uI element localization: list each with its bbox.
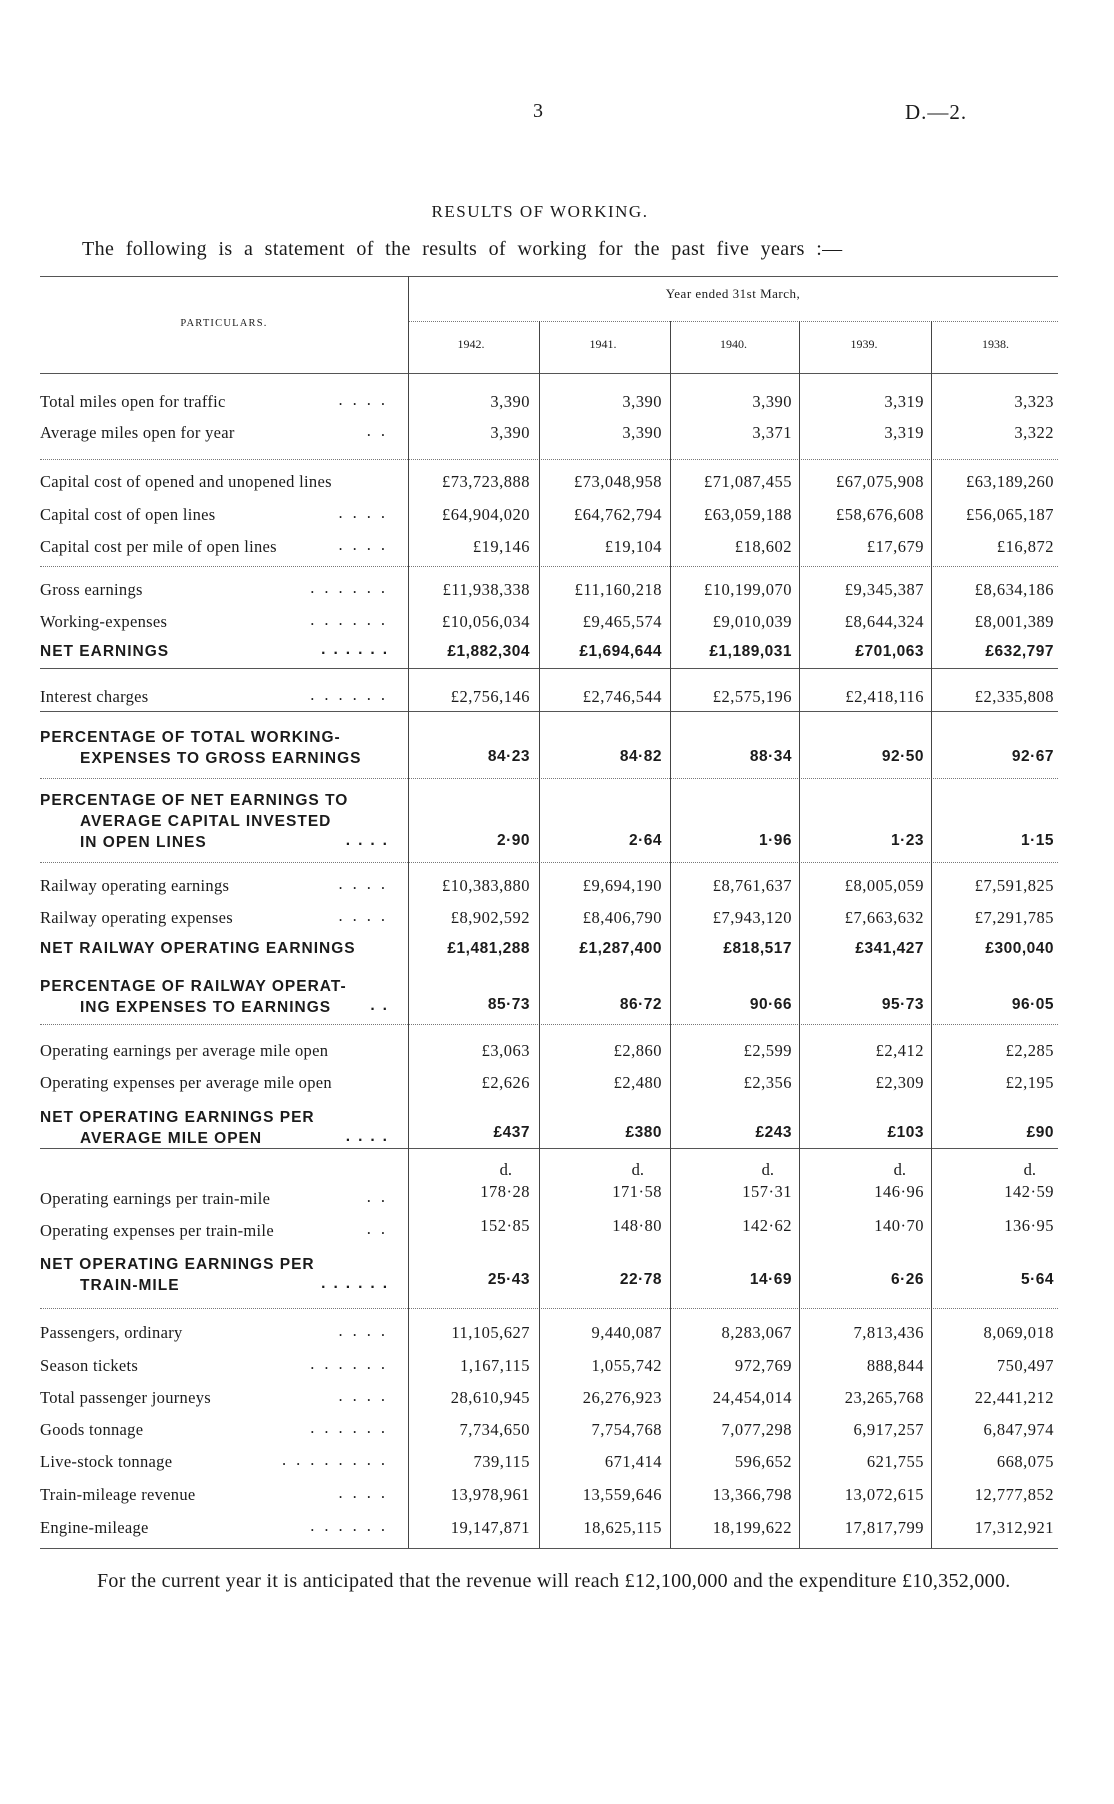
particulars-header: PARTICULARS.: [180, 318, 268, 329]
year-column-header: 1942.: [457, 337, 485, 351]
row-label-line: Total miles open for traffic: [40, 392, 226, 411]
table-rule: [40, 1548, 1058, 1549]
table-cell: £9,694,190: [582, 876, 662, 895]
row-label-line: Gross earnings: [40, 580, 143, 599]
row-label-line: Working-expenses: [40, 612, 168, 631]
table-cell: £2,356: [743, 1073, 792, 1092]
table-cell: 8,069,018: [983, 1323, 1054, 1342]
table-cell: 86·72: [619, 996, 662, 1013]
year-column-header: 1940.: [720, 337, 747, 351]
table-cell: £63,189,260: [966, 472, 1054, 491]
table-cell: 3,371: [752, 423, 792, 442]
row-label-line: PERCENTAGE OF RAILWAY OPERAT-: [40, 978, 347, 995]
leader-dots: ..: [366, 421, 395, 440]
table-cell: £67,075,908: [836, 472, 924, 491]
table-cell: £18,602: [734, 537, 792, 556]
table-cell: £10,199,070: [704, 580, 792, 599]
table-cell: £63,059,188: [704, 505, 792, 524]
table-cell: £73,048,958: [574, 472, 662, 491]
row-label-line: TRAIN-MILE: [80, 1277, 180, 1294]
table-cell: £64,762,794: [574, 505, 662, 524]
row-label-line: Operating earnings per average mile open: [40, 1041, 329, 1060]
leader-dots: ....: [345, 832, 395, 849]
table-cell: 26,276,923: [582, 1388, 662, 1407]
year-column-header: 1938.: [982, 337, 1009, 351]
table-cell: 6,847,974: [983, 1420, 1054, 1439]
table-cell: £1,287,400: [579, 940, 662, 957]
table-cell: £2,412: [875, 1041, 924, 1060]
table-cell: 2·64: [628, 832, 662, 849]
table-cell: 11,105,627: [451, 1323, 530, 1342]
table-cell: £2,626: [481, 1073, 530, 1092]
table-cell: 19,147,871: [450, 1518, 530, 1537]
forecast-note: For the current year it is anticipated that the revenue will reach £12,100,000 and the expenditure £10,352,000.: [97, 1570, 1011, 1592]
leader-dots: ........: [282, 1450, 395, 1469]
table-cell: £71,087,455: [704, 472, 792, 491]
table-cell: £103: [887, 1124, 924, 1141]
table-cell: £1,882,304: [447, 643, 530, 660]
leader-dots: ....: [338, 390, 395, 409]
table-cell: £1,694,644: [579, 643, 662, 660]
table-cell: 621,755: [866, 1452, 924, 1471]
table-rule: [40, 862, 1058, 863]
leader-dots: ......: [310, 578, 395, 597]
table-cell: 3,390: [752, 392, 792, 411]
row-label: [40, 727, 405, 769]
row-label-line: AVERAGE CAPITAL INVESTED: [80, 813, 332, 830]
table-cell: 17,312,921: [974, 1518, 1054, 1537]
table-cell: 22·78: [619, 1271, 662, 1288]
table-cell: 92·67: [1011, 748, 1054, 765]
row-label-line: Railway operating expenses: [40, 908, 233, 927]
year-column-header: 1939.: [850, 337, 878, 351]
row-label-line: Operating expenses per average mile open: [40, 1073, 332, 1092]
table-cell: 671,414: [604, 1452, 662, 1471]
table-cell: £632,797: [985, 643, 1054, 660]
row-label-line: IN OPEN LINES: [80, 834, 207, 851]
row-label-line: Interest charges: [40, 687, 149, 706]
table-cell: £437: [493, 1124, 530, 1141]
table-cell: 7,813,436: [853, 1323, 924, 1342]
leader-dots: ....: [338, 1483, 395, 1502]
table-cell: £8,005,059: [844, 876, 924, 895]
leader-dots: ......: [310, 685, 395, 704]
table-cell: 13,072,615: [844, 1485, 924, 1504]
table-cell: £8,902,592: [450, 908, 530, 927]
leader-dots: ......: [310, 1354, 395, 1373]
table-cell: £2,335,808: [974, 687, 1054, 706]
table-cell: 1,167,115: [460, 1356, 530, 1375]
table-cell: 1·15: [1020, 832, 1054, 849]
table-cell: 18,625,115: [583, 1518, 662, 1537]
table-cell: 9,440,087: [591, 1323, 662, 1342]
row-label-line: Engine-mileage: [40, 1518, 149, 1537]
table-rule: [40, 778, 1058, 779]
row-label: [40, 1041, 405, 1061]
table-cell: 13,978,961: [450, 1485, 530, 1504]
table-cell: £8,001,389: [974, 612, 1054, 631]
table-cell: 84·82: [619, 748, 662, 765]
table-cell: 136·95: [1004, 1216, 1054, 1235]
leader-dots: ....: [338, 503, 395, 522]
unit-label: d.: [761, 1160, 774, 1179]
row-label: [40, 643, 405, 661]
unit-label: d.: [499, 1160, 512, 1179]
table-cell: £7,291,785: [974, 908, 1054, 927]
year-ended-header: Year ended 31st March,: [665, 286, 801, 301]
row-label: [40, 1189, 405, 1209]
row-label-line: EXPENSES TO GROSS EARNINGS: [80, 750, 362, 767]
table-cell: £7,943,120: [712, 908, 792, 927]
row-label: [40, 1452, 405, 1472]
row-label: [40, 392, 405, 412]
row-label: [40, 1485, 405, 1505]
table-cell: £3,063: [481, 1041, 530, 1060]
table-cell: 13,366,798: [712, 1485, 792, 1504]
row-label: [40, 1518, 405, 1538]
table-cell: 88·34: [749, 748, 792, 765]
table-cell: £2,309: [875, 1073, 924, 1092]
row-label: [40, 472, 405, 492]
row-label: [40, 505, 405, 525]
leader-dots: ......: [310, 610, 395, 629]
leader-dots: ....: [338, 906, 395, 925]
table-cell: £7,591,825: [974, 876, 1054, 895]
table-cell: £64,904,020: [442, 505, 530, 524]
table-cell: 668,075: [996, 1452, 1054, 1471]
table-cell: 3,323: [1014, 392, 1054, 411]
table-cell: £8,634,186: [974, 580, 1054, 599]
table-cell: £2,575,196: [712, 687, 792, 706]
row-label-line: Capital cost per mile of open lines: [40, 537, 277, 556]
row-label: [40, 1388, 405, 1408]
table-cell: 972,769: [734, 1356, 792, 1375]
table-cell: 22,441,212: [974, 1388, 1054, 1407]
row-label: [40, 423, 405, 443]
table-cell: 3,390: [490, 423, 530, 442]
table-cell: £58,676,608: [836, 505, 924, 524]
unit-label: d.: [1023, 1160, 1036, 1179]
table-cell: 25·43: [487, 1271, 530, 1288]
row-label-line: Operating expenses per train-mile: [40, 1221, 274, 1240]
table-cell: 7,754,768: [591, 1420, 662, 1439]
table-cell: 6·26: [890, 1271, 924, 1288]
table-cell: 96·05: [1011, 996, 1054, 1013]
table-cell: 3,322: [1014, 423, 1054, 442]
row-label: [40, 1221, 405, 1241]
row-label-line: NET RAILWAY OPERATING EARNINGS: [40, 940, 356, 957]
table-cell: 157·31: [742, 1182, 792, 1201]
table-cell: 596,652: [734, 1452, 792, 1471]
table-cell: 142·62: [742, 1216, 792, 1235]
row-label-line: PERCENTAGE OF TOTAL WORKING-: [40, 729, 341, 746]
leader-dots: ....: [338, 1386, 395, 1405]
row-label-line: Railway operating earnings: [40, 876, 230, 895]
table-cell: 1,055,742: [591, 1356, 662, 1375]
table-cell: £2,285: [1005, 1041, 1054, 1060]
table-cell: £11,160,218: [574, 580, 662, 599]
table-cell: 17,817,799: [844, 1518, 924, 1537]
table-cell: 1·96: [758, 832, 792, 849]
row-label-line: NET OPERATING EARNINGS PER: [40, 1256, 315, 1273]
table-cell: 8,283,067: [721, 1323, 792, 1342]
table-cell: £818,517: [723, 940, 792, 957]
page-number: 3: [533, 100, 543, 122]
row-label-line: ING EXPENSES TO EARNINGS: [80, 999, 332, 1016]
row-label: [40, 537, 405, 557]
unit-label: d.: [893, 1160, 906, 1179]
row-label: [40, 1323, 405, 1343]
table-cell: 3,319: [884, 392, 924, 411]
table-cell: £2,860: [613, 1041, 662, 1060]
table-cell: £10,383,880: [442, 876, 530, 895]
table-cell: £380: [625, 1124, 662, 1141]
table-cell: £11,938,338: [442, 580, 530, 599]
row-label-line: PERCENTAGE OF NET EARNINGS TO: [40, 792, 349, 809]
row-label-line: Capital cost of opened and unopened lines: [40, 472, 332, 491]
leader-dots: ......: [310, 1516, 395, 1535]
table-cell: £10,056,034: [442, 612, 530, 631]
row-label: [40, 1107, 405, 1149]
row-label: [40, 580, 405, 600]
table-cell: £2,418,116: [845, 687, 924, 706]
leader-dots: ..: [370, 997, 395, 1014]
table-cell: £2,746,544: [582, 687, 662, 706]
table-cell: £17,679: [866, 537, 924, 556]
row-label-line: Goods tonnage: [40, 1420, 144, 1439]
row-label-line: Season tickets: [40, 1356, 139, 1375]
table-cell: £300,040: [985, 940, 1054, 957]
table-cell: 92·50: [881, 748, 924, 765]
table-cell: £56,065,187: [966, 505, 1054, 524]
table-cell: 3,390: [490, 392, 530, 411]
table-cell: 178·28: [480, 1182, 530, 1201]
row-label: [40, 790, 405, 853]
table-cell: 23,265,768: [844, 1388, 924, 1407]
row-label-line: NET EARNINGS: [40, 643, 170, 660]
leader-dots: ......: [321, 641, 395, 658]
table-rule: [40, 1308, 1058, 1309]
table-cell: £243: [755, 1124, 792, 1141]
row-label: [40, 940, 405, 958]
leader-dots: ....: [338, 535, 395, 554]
table-cell: 5·64: [1020, 1271, 1054, 1288]
intro-text: The following is a statement of the results of working for the past five years :—: [82, 238, 843, 260]
leader-dots: ....: [345, 1128, 395, 1145]
row-label-line: Capital cost of open lines: [40, 505, 216, 524]
table-cell: 148·80: [612, 1216, 662, 1235]
table-cell: 750,497: [996, 1356, 1054, 1375]
table-cell: £9,465,574: [582, 612, 662, 631]
table-cell: £1,189,031: [709, 643, 792, 660]
table-cell: £19,104: [604, 537, 662, 556]
row-label-line: Train-mileage revenue: [40, 1485, 196, 1504]
table-cell: £2,599: [743, 1041, 792, 1060]
table-cell: 739,115: [473, 1452, 530, 1471]
table-rule: [40, 459, 1058, 460]
row-label: [40, 1356, 405, 1376]
table-cell: £8,644,324: [844, 612, 924, 631]
row-label-line: AVERAGE MILE OPEN: [80, 1130, 263, 1147]
table-cell: £19,146: [472, 537, 530, 556]
table-rule: [40, 373, 1058, 374]
table-cell: £90: [1026, 1124, 1054, 1141]
row-label-line: Average miles open for year: [40, 423, 235, 442]
table-cell: 888,844: [866, 1356, 924, 1375]
row-label: [40, 687, 405, 707]
column-divider: [931, 321, 932, 1548]
year-column-header: 1941.: [589, 337, 617, 351]
leader-dots: ..: [366, 1187, 395, 1206]
table-cell: 140·70: [874, 1216, 924, 1235]
table-cell: £7,663,632: [844, 908, 924, 927]
table-rule: [40, 276, 1058, 277]
table-rule: [40, 711, 1058, 712]
table-cell: 146·96: [874, 1182, 924, 1201]
table-cell: 18,199,622: [712, 1518, 792, 1537]
table-cell: £1,481,288: [447, 940, 530, 957]
table-cell: £341,427: [855, 940, 924, 957]
table-rule: [40, 566, 1058, 567]
table-cell: £2,756,146: [450, 687, 530, 706]
row-label: [40, 612, 405, 632]
table-cell: £701,063: [855, 643, 924, 660]
row-label: [40, 1073, 405, 1093]
table-cell: 13,559,646: [582, 1485, 662, 1504]
table-cell: 84·23: [487, 748, 530, 765]
table-cell: £2,480: [613, 1073, 662, 1092]
table-cell: 3,390: [622, 392, 662, 411]
table-cell: 6,917,257: [853, 1420, 924, 1439]
leader-dots: ....: [338, 874, 395, 893]
row-label-line: Live-stock tonnage: [40, 1452, 173, 1471]
row-label: [40, 1420, 405, 1440]
row-label-line: NET OPERATING EARNINGS PER: [40, 1109, 315, 1126]
unit-label: d.: [631, 1160, 644, 1179]
table-rule: [40, 1024, 1058, 1025]
table-cell: £2,195: [1005, 1073, 1054, 1092]
table-cell: £9,345,387: [844, 580, 924, 599]
table-cell: £16,872: [996, 537, 1054, 556]
table-cell: 152·85: [480, 1216, 530, 1235]
leader-dots: ....: [338, 1321, 395, 1340]
table-cell: 171·58: [612, 1182, 662, 1201]
row-label: [40, 1254, 405, 1296]
table-cell: 95·73: [881, 996, 924, 1013]
leader-dots: ......: [321, 1275, 395, 1292]
section-heading: RESULTS OF WORKING.: [431, 202, 649, 221]
table-cell: 28,610,945: [450, 1388, 530, 1407]
row-label-line: Total passenger journeys: [40, 1388, 211, 1407]
table-cell: 12,777,852: [974, 1485, 1054, 1504]
table-cell: 2·90: [496, 832, 530, 849]
table-cell: 3,319: [884, 423, 924, 442]
table-cell: 90·66: [749, 996, 792, 1013]
table-cell: £8,761,637: [712, 876, 792, 895]
table-cell: 7,734,650: [459, 1420, 530, 1439]
table-cell: 24,454,014: [712, 1388, 792, 1407]
row-label-line: Passengers, ordinary: [40, 1323, 183, 1342]
table-cell: £8,406,790: [582, 908, 662, 927]
row-label: [40, 908, 405, 928]
table-cell: 85·73: [487, 996, 530, 1013]
leader-dots: ......: [310, 1418, 395, 1437]
leader-dots: ..: [366, 1219, 395, 1238]
table-rule: [40, 668, 1058, 669]
row-label: [40, 876, 405, 896]
table-cell: 14·69: [749, 1271, 792, 1288]
table-cell: £73,723,888: [442, 472, 530, 491]
table-rule: [408, 321, 1058, 322]
row-label: [40, 976, 405, 1018]
row-label-line: Operating earnings per train-mile: [40, 1189, 271, 1208]
document-reference: D.—2.: [905, 100, 968, 124]
table-cell: 142·59: [1004, 1182, 1054, 1201]
table-cell: 3,390: [622, 423, 662, 442]
table-cell: 1·23: [890, 832, 924, 849]
table-cell: 7,077,298: [721, 1420, 792, 1439]
table-cell: £9,010,039: [712, 612, 792, 631]
